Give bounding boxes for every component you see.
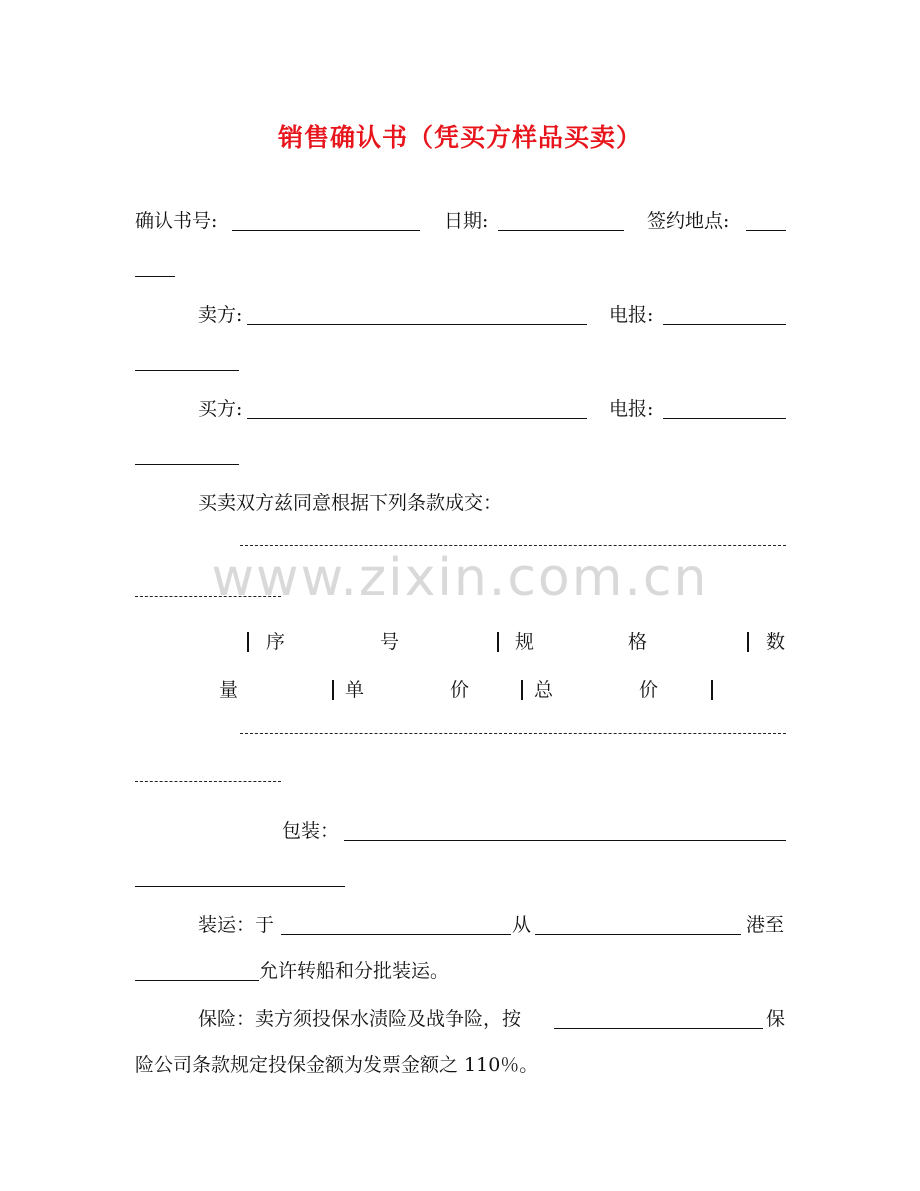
agreement-text: 买卖双方兹同意根据下列条款成交： [198, 492, 503, 514]
signing-place-label: 签约地点: [647, 210, 730, 232]
shipment-port-to: 港至 [746, 914, 785, 936]
buyer-telex-blank[interactable] [663, 418, 786, 419]
seller-blank[interactable] [247, 324, 587, 325]
buyer-telex-label: 电报: [609, 398, 654, 420]
shipment-destination-blank[interactable] [135, 980, 259, 981]
table-bottom-rule-cont [135, 781, 281, 782]
shipment-port-blank[interactable] [535, 934, 741, 935]
column-divider [247, 632, 249, 652]
shipment-from: 从 [512, 914, 532, 936]
insurance-line1: 保险：卖方须投保水渍险及战争险，按 [198, 1008, 522, 1030]
seller-telex-label: 电报: [609, 304, 654, 326]
insurance-line1-suffix: 保 [766, 1008, 786, 1030]
confirmation-no-label: 确认书号: [135, 210, 218, 232]
header-zong: 总 [534, 679, 554, 701]
column-divider [711, 680, 713, 700]
packing-label: 包装： [282, 820, 340, 842]
packing-blank-cont[interactable] [135, 886, 345, 887]
shipment-tail: 允许转船和分批装运。 [259, 960, 450, 982]
header-dan: 单 [345, 679, 365, 701]
buyer-label: 买方: [198, 398, 243, 420]
date-blank[interactable] [498, 230, 624, 231]
confirmation-no-blank[interactable] [232, 230, 420, 231]
seller-telex-blank-cont[interactable] [135, 370, 239, 371]
column-divider [747, 632, 749, 652]
header-liang: 量 [219, 679, 239, 701]
shipment-label: 装运：于 [198, 914, 275, 936]
seller-label: 卖方: [198, 304, 243, 326]
header-shu: 数 [766, 631, 786, 653]
header-xu: 序 [266, 631, 286, 653]
header-jia-total: 价 [639, 679, 659, 701]
signing-place-blank[interactable] [746, 230, 786, 231]
header-gui: 规 [515, 631, 535, 653]
table-top-rule [240, 545, 786, 546]
buyer-blank[interactable] [247, 418, 587, 419]
table-top-rule-cont [135, 596, 281, 597]
watermark: www.zixin.com.cn [211, 548, 709, 608]
insurance-line2: 险公司条款规定投保金额为发票金额之 110％。 [135, 1054, 539, 1076]
header-ge: 格 [628, 631, 648, 653]
header-hao: 号 [380, 631, 400, 653]
column-divider [332, 680, 334, 700]
document-title: 销售确认书（凭买方样品买卖） [277, 123, 642, 152]
header-jia-unit: 价 [450, 679, 470, 701]
column-divider [497, 632, 499, 652]
packing-blank[interactable] [344, 840, 786, 841]
signing-place-blank-cont[interactable] [135, 276, 175, 277]
column-divider [521, 680, 523, 700]
insurance-company-blank[interactable] [554, 1028, 763, 1029]
shipment-time-blank[interactable] [281, 934, 511, 935]
seller-telex-blank[interactable] [663, 324, 786, 325]
date-label: 日期: [444, 210, 489, 232]
table-bottom-rule [240, 733, 786, 734]
buyer-telex-blank-cont[interactable] [135, 464, 239, 465]
